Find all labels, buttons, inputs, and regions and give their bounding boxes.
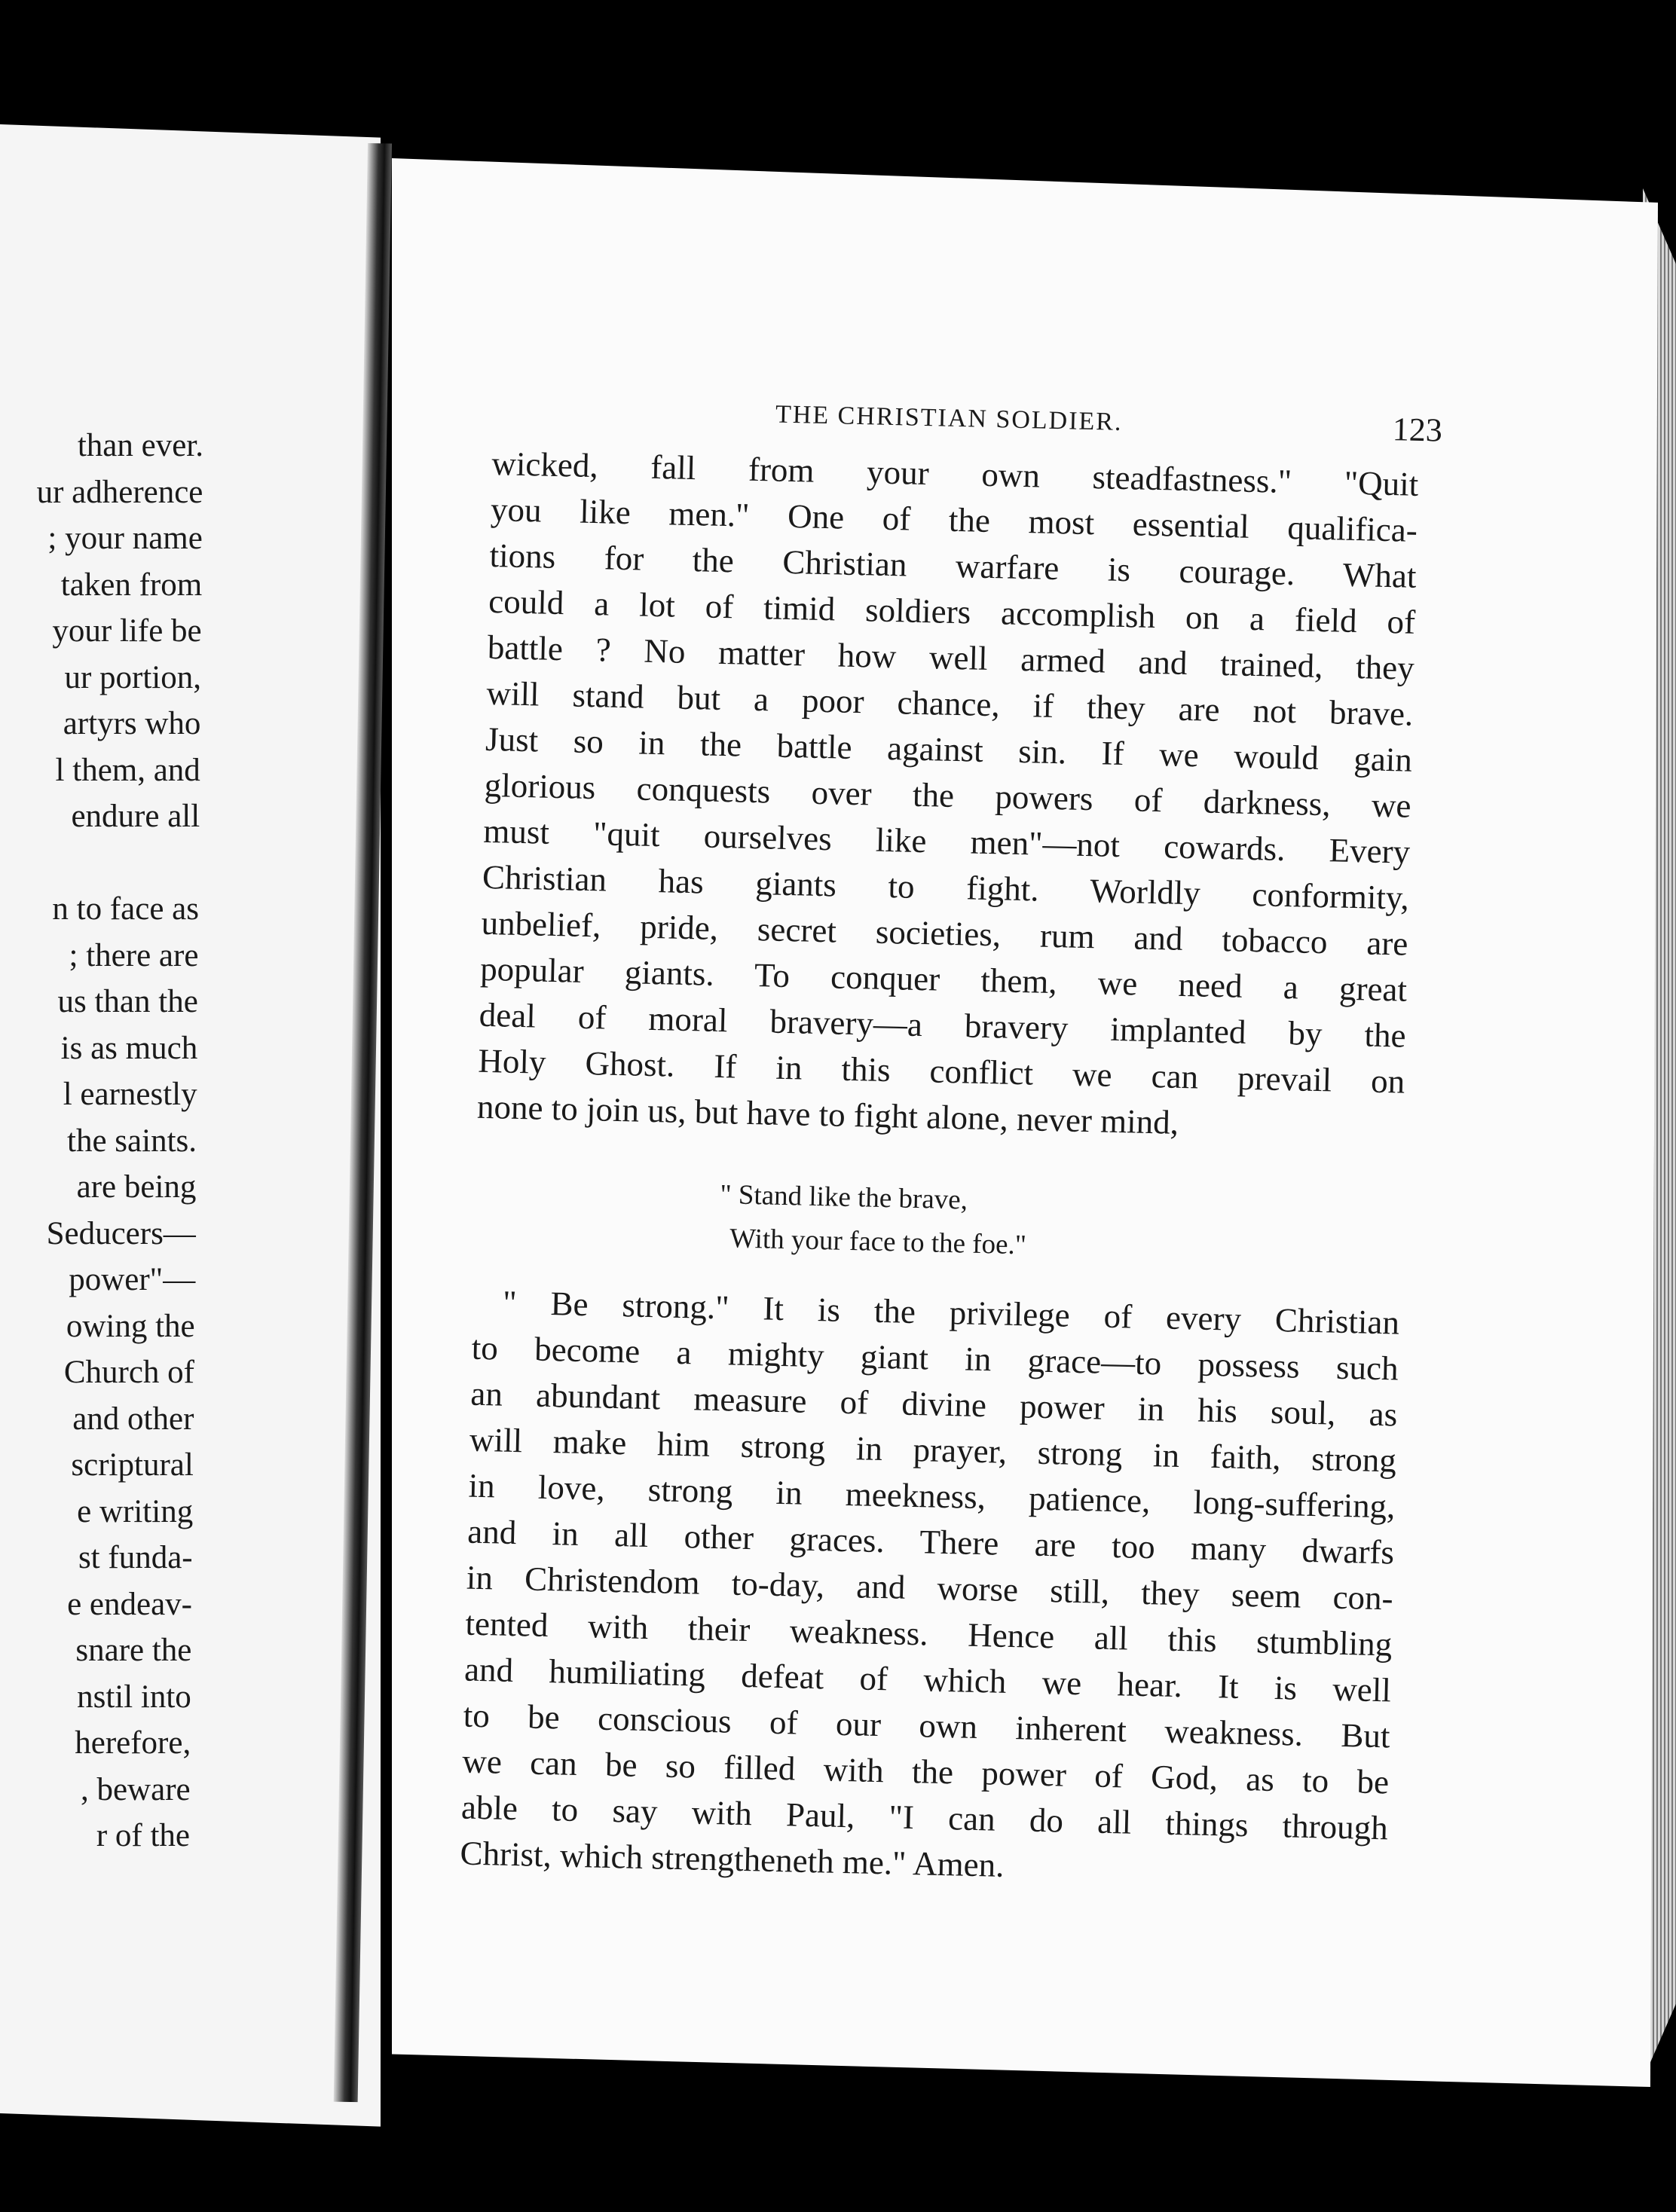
text-line: will stand but a poor chance, if they are not brave. — [486, 674, 1414, 733]
left-page-line: and other — [72, 1401, 194, 1437]
left-page-line: e endeav- — [67, 1586, 192, 1622]
left-page-line: Seducers— — [46, 1215, 196, 1251]
right-page-content — [460, 380, 1443, 1897]
left-page-line: l them, and — [55, 752, 200, 788]
left-page-line: l earnestly — [63, 1077, 197, 1112]
left-page-line: scriptural — [71, 1447, 194, 1483]
text-line: you like men." One of the most essential qualifica- — [490, 490, 1418, 549]
text-line: able to say with Paul, "I can do all things through — [460, 1788, 1389, 1847]
text-line: an abundant measure of divine power in his soul, as — [469, 1374, 1398, 1434]
left-page-line: Church of — [63, 1355, 194, 1390]
text-line: deal of moral bravery—a bravery implanted by the — [479, 995, 1407, 1055]
text-line: and humiliating defeat of which we hear. It is well — [463, 1650, 1392, 1709]
text-line: wicked, fall from your own steadfastness." "Quit — [491, 444, 1419, 503]
text-line: Just so in the battle against sin. If we would gain — [485, 720, 1413, 779]
left-page-line: st funda- — [78, 1540, 193, 1575]
text-line: we can be so filled with the power of God, as to be — [461, 1742, 1390, 1801]
text-line: to become a mighty giant in grace—to possess such — [471, 1328, 1399, 1388]
text-line: battle ? No matter how well armed and trained, they — [487, 628, 1415, 687]
paragraph-2 — [460, 1279, 1400, 1898]
text-line: Christian has giants to fight. Worldly conformity, — [482, 857, 1410, 917]
text-line: must "quit ourselves like men"—not cowards. Every — [482, 811, 1411, 871]
text-line: unbelief, pride, secret societies, rum and tobacco are — [481, 903, 1408, 963]
chapter-title: THE CHRISTIAN SOLDIER. — [775, 400, 1123, 436]
left-page-line: r of the — [96, 1818, 190, 1853]
left-page-line: n to face as — [52, 891, 199, 927]
left-page-line: owing the — [66, 1308, 195, 1344]
text-line: could a lot of timid soldiers accomplish on a field of — [488, 582, 1416, 641]
text-line: Holy Ghost. If in this conflict we can prevail on — [477, 1041, 1405, 1101]
left-page-line: power"— — [69, 1262, 196, 1297]
left-page-line: than ever. — [77, 428, 203, 463]
text-line: and in all other graces. There are too many dwarfs — [466, 1512, 1395, 1572]
left-page-line: e writing — [77, 1493, 194, 1529]
left-page-line: is as much — [60, 1030, 198, 1066]
text-line: tions for the Christian warfare is courage. What — [489, 536, 1417, 595]
left-page-line: nstil into — [77, 1679, 191, 1715]
left-page-line: ur adherence — [36, 474, 203, 510]
left-page-line: , beware — [80, 1771, 191, 1807]
verse-line: With your face to the foe." — [729, 1223, 1027, 1261]
text-line: in Christendom to-day, and worse still, they seem con- — [466, 1558, 1394, 1618]
left-page-line: the saints. — [67, 1123, 197, 1159]
verse-quote — [719, 1173, 1402, 1276]
text-line: glorious conquests over the powers of darkness, we — [484, 765, 1412, 825]
left-page-line: artyrs who — [63, 706, 201, 741]
text-line: Christ, which strengtheneth me." Amen. — [460, 1834, 1005, 1884]
page-number: 123 — [1392, 411, 1443, 449]
paragraph-1 — [476, 441, 1418, 1151]
left-page-line: herefore, — [75, 1725, 191, 1761]
left-page-line: snare the — [75, 1633, 192, 1668]
text-line: " Be strong." It is the privilege of every Christian — [502, 1283, 1400, 1342]
left-page-line: endure all — [71, 799, 200, 834]
verse-line: " Stand like the brave, — [720, 1179, 968, 1216]
left-page-line: taken from — [60, 567, 203, 603]
text-line: popular giants. To conquer them, we need a great — [479, 949, 1408, 1009]
text-line: none to join us, but have to fight alone, never mind, — [476, 1087, 1179, 1141]
left-page-line: ur portion, — [64, 659, 201, 695]
left-page-line: us than the — [57, 984, 198, 1019]
text-line: will make him strong in prayer, strong in faith, strong — [469, 1420, 1397, 1480]
text-line: to be conscious of our own inherent weakness. But — [463, 1696, 1391, 1755]
left-page-line: ; your name — [47, 521, 203, 556]
left-page-line: are being — [76, 1169, 197, 1205]
left-page-line: your life be — [52, 613, 202, 649]
text-line: in love, strong in meekness, patience, long-suffering, — [468, 1466, 1396, 1526]
text-line: tented with their weakness. Hence all this stumbling — [464, 1604, 1393, 1664]
left-page-line: ; there are — [69, 937, 199, 973]
